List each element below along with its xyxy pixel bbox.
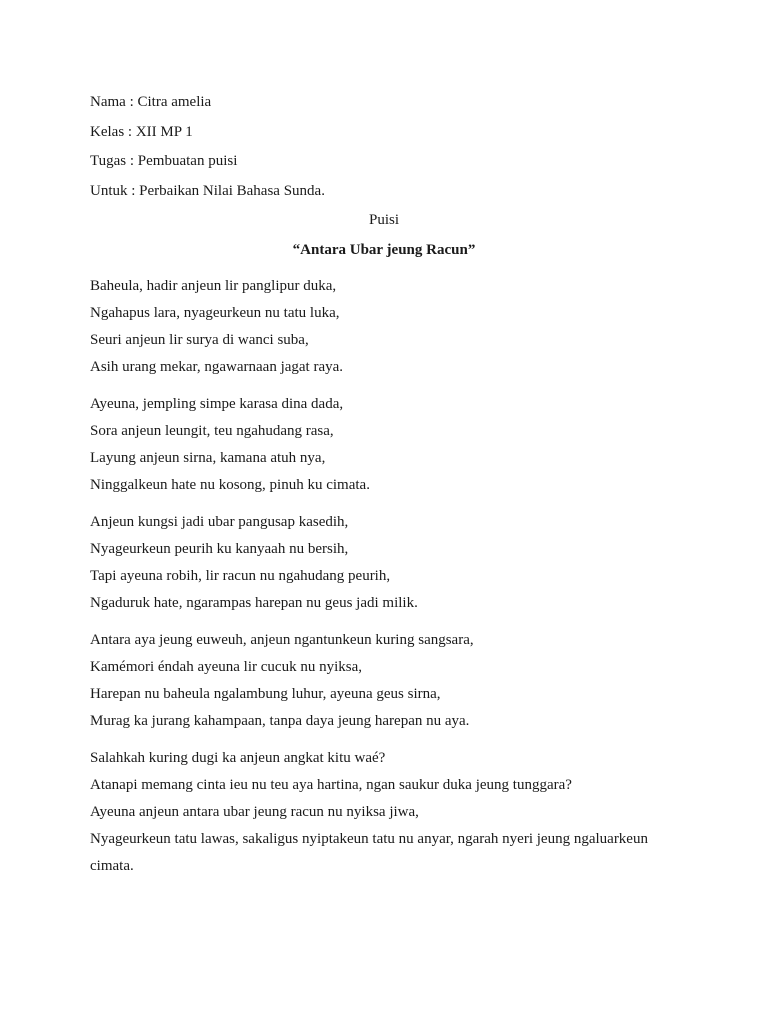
poem-title: “Antara Ubar jeung Racun” — [292, 242, 476, 258]
verse-line: Baheula, hadir anjeun lir panglipur duka, — [90, 278, 337, 294]
verse-line: Nyageurkeun tatu lawas, sakaligus nyiptakeun tatu nu anyar, ngarah nyeri jeung ngaluarkeun cimata. — [90, 830, 648, 874]
stanza-3 — [90, 512, 680, 620]
stanza-5 — [90, 748, 680, 880]
document-page — [90, 92, 680, 890]
assignment-purpose: Untuk : Perbaikan Nilai Bahasa Sunda. — [90, 182, 325, 199]
verse-line: Ngahapus lara, nyageurkeun nu tatu luka, — [90, 305, 340, 321]
verse-line: Ninggalkeun hate nu kosong, pinuh ku cimata. — [90, 477, 370, 493]
verse-line: Nyageurkeun peurih ku kanyaah nu bersih, — [90, 541, 349, 557]
verse-line: Anjeun kungsi jadi ubar pangusap kasedih, — [90, 514, 349, 530]
stanza-4 — [90, 630, 680, 738]
assignment-task: Tugas : Pembuatan puisi — [90, 153, 238, 169]
verse-line: Salahkah kuring dugi ka anjeun angkat kitu waé? — [90, 750, 386, 766]
verse-line: Ayeuna anjeun antara ubar jeung racun nu nyiksa jiwa, — [90, 804, 419, 820]
verse-line: Atanapi memang cinta ieu nu teu aya hartina, ngan saukur duka jeung tunggara? — [90, 777, 572, 793]
verse-line: Kamémori éndah ayeuna lir cucuk nu nyiksa, — [90, 659, 362, 675]
poem-label: Puisi — [368, 212, 399, 228]
verse-line: Sora anjeun leungit, teu ngahudang rasa, — [90, 423, 334, 439]
verse-line: Asih urang mekar, ngawarnaan jagat raya. — [90, 359, 344, 375]
verse-line: Layung anjeun sirna, kamana atuh nya, — [90, 450, 326, 466]
verse-line: Ayeuna, jempling simpe karasa dina dada, — [90, 396, 344, 412]
student-class: Kelas : XII MP 1 — [90, 123, 193, 140]
verse-line: Antara aya jeung euweuh, anjeun ngantunkeun kuring sangsara, — [90, 632, 474, 648]
verse-line: Harepan nu baheula ngalambung luhur, ayeuna geus sirna, — [90, 686, 441, 702]
verse-line: Murag ka jurang kahampaan, tanpa daya jeung harepan nu aya. — [90, 713, 470, 729]
stanza-1 — [90, 276, 680, 384]
student-name: Nama : Citra amelia — [90, 94, 212, 110]
stanza-2 — [90, 394, 680, 502]
verse-line: Ngaduruk hate, ngarampas harepan nu geus jadi milik. — [90, 595, 418, 611]
verse-line: Tapi ayeuna robih, lir racun nu ngahudang peurih, — [90, 568, 391, 584]
verse-line: Seuri anjeun lir surya di wanci suba, — [90, 332, 309, 348]
